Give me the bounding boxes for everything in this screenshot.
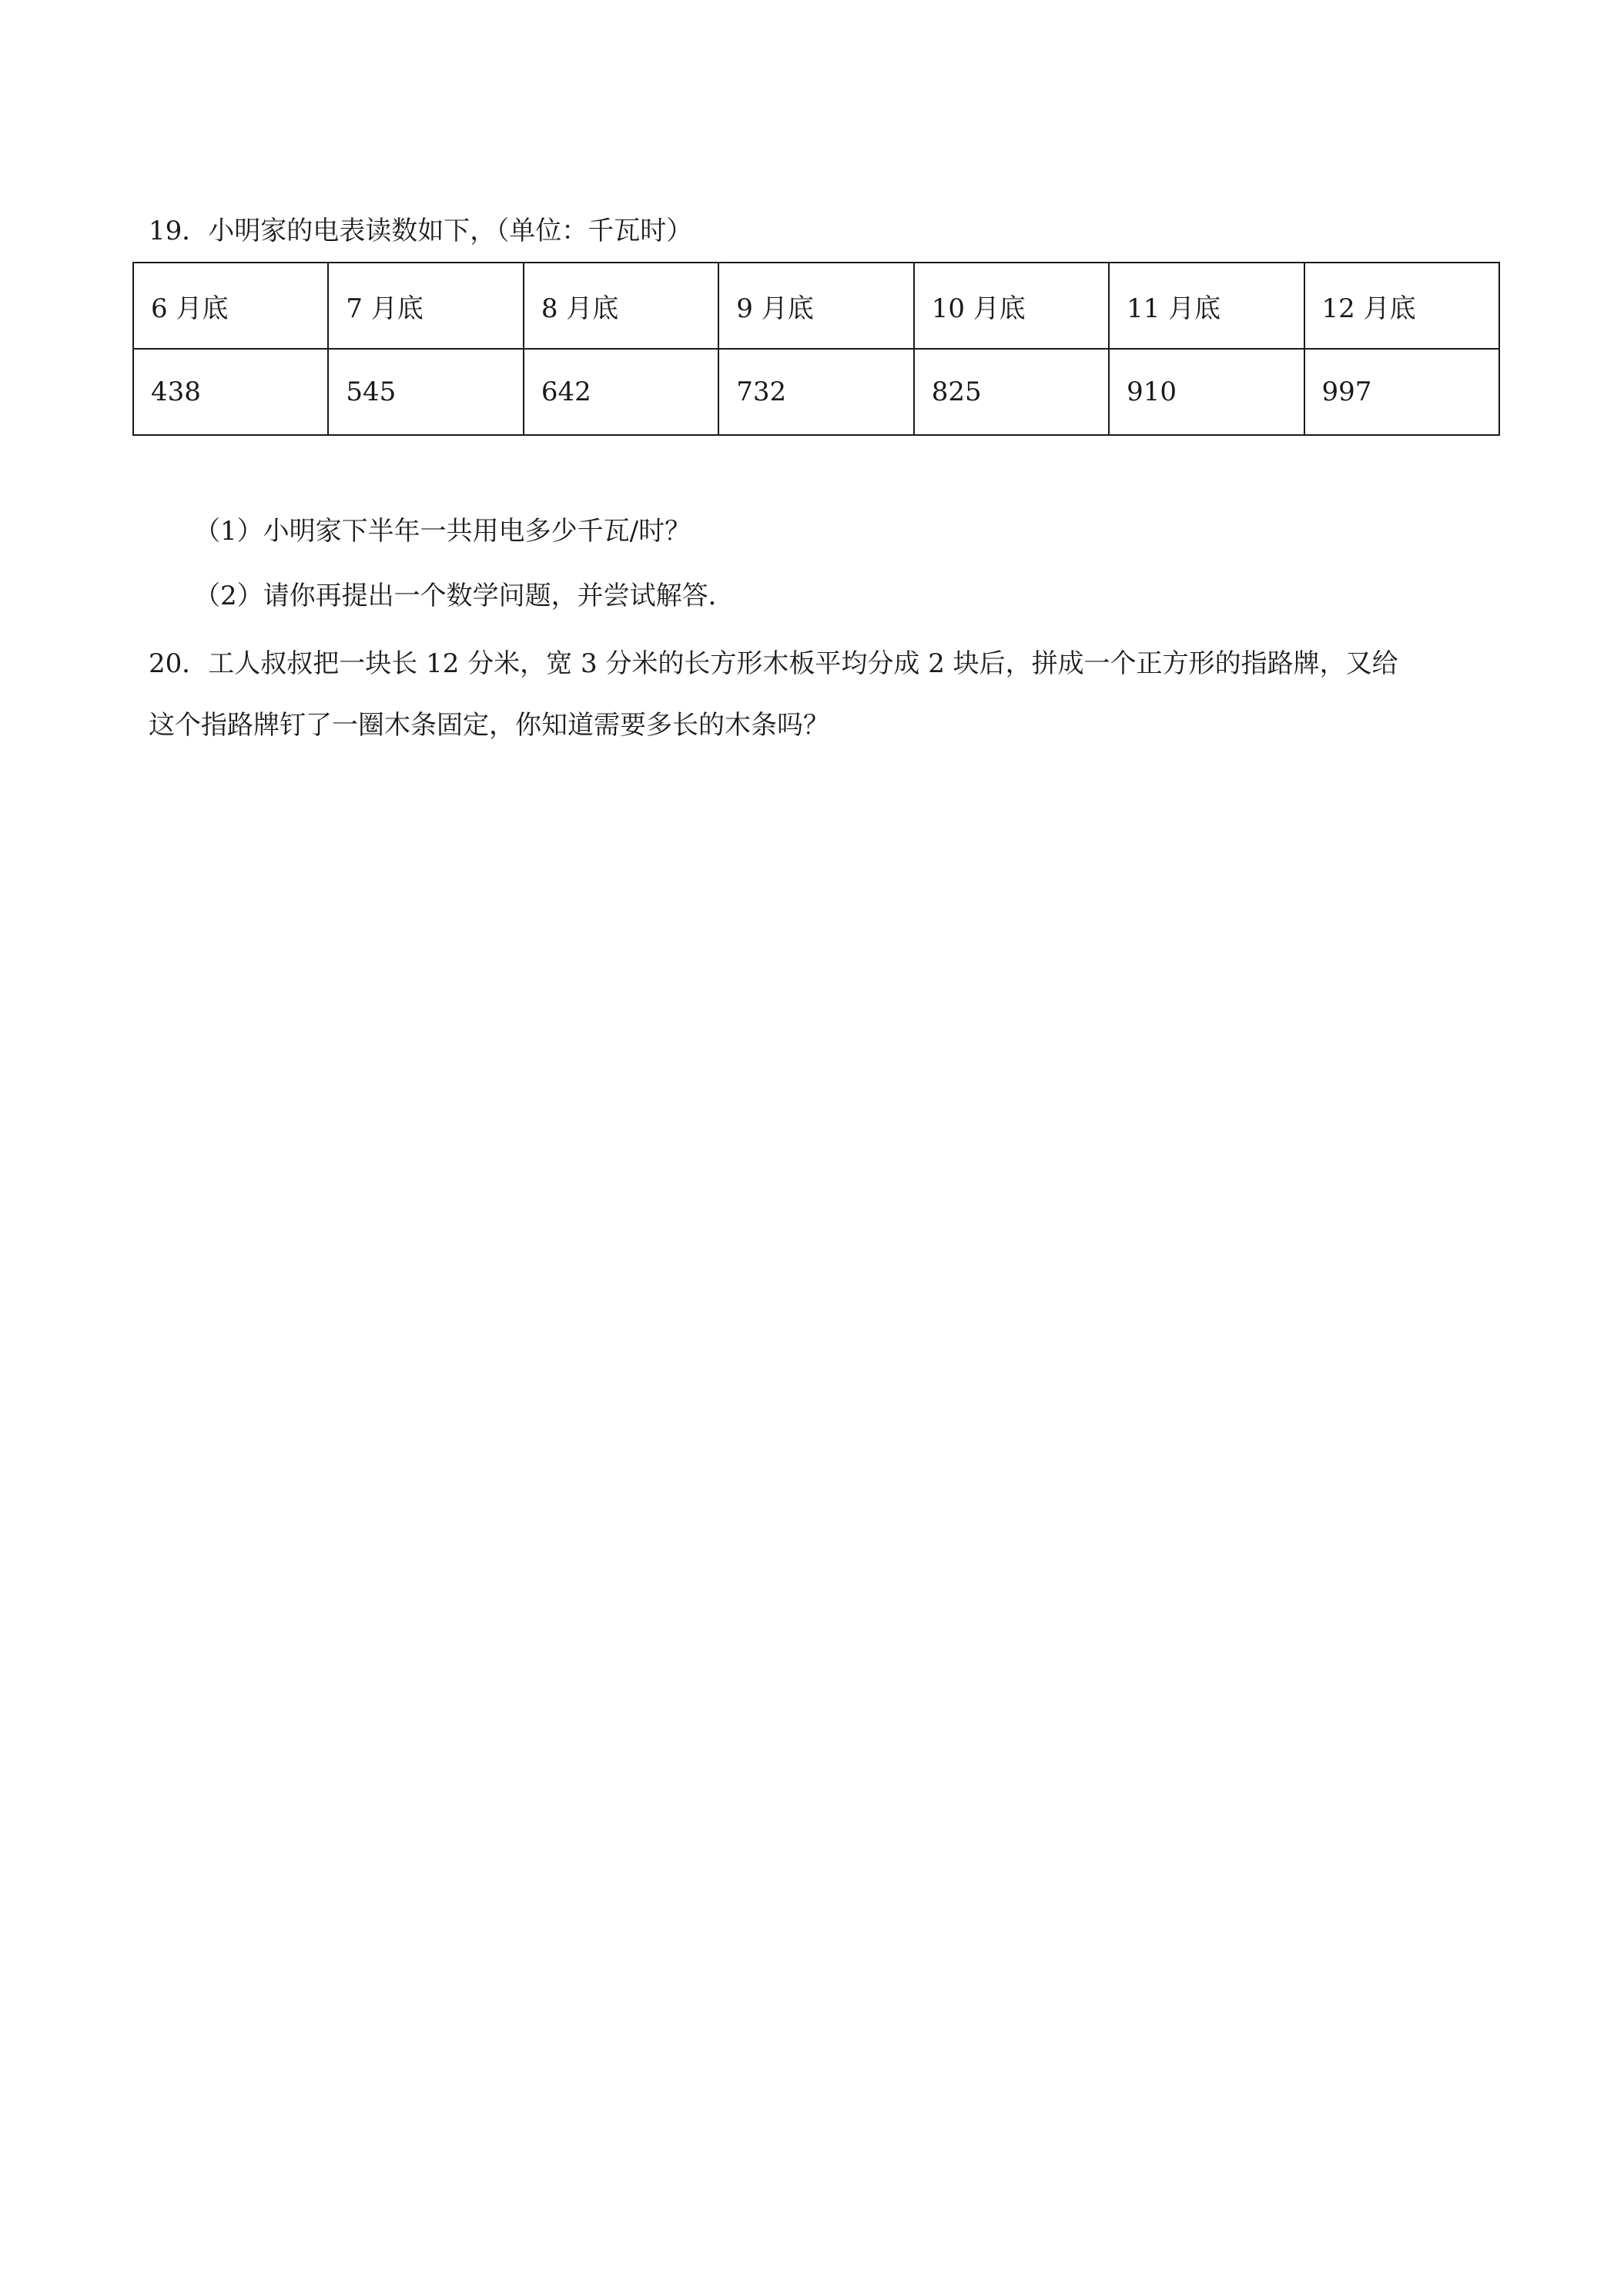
question-20-text-line-1: 20．工人叔叔把一块长 12 分米，宽 3 分米的长方形木板平均分成 2 块后，拼成一个正方形的指路牌，又给: [149, 648, 1398, 679]
table-cell-value: 825: [914, 349, 1109, 435]
table-cell-header: 9 月底: [718, 263, 913, 349]
table-value-row: [133, 349, 1499, 435]
question-19-title: 19．小明家的电表读数如下，（单位：千瓦时）: [149, 216, 693, 246]
table-cell-value: 545: [328, 349, 523, 435]
table-cell-header: 6 月底: [133, 263, 328, 349]
table-cell-value: 997: [1304, 349, 1499, 435]
table-cell-value: 438: [133, 349, 328, 435]
question-19-part-2: （2）请你再提出一个数学问题，并尝试解答．: [194, 581, 735, 611]
table-cell-header: 11 月底: [1109, 263, 1304, 349]
table-cell-value: 642: [524, 349, 718, 435]
table-cell-value: 910: [1109, 349, 1304, 435]
question-20-text-line-2: 这个指路牌钉了一圈木条固定，你知道需要多长的木条吗？: [149, 710, 829, 741]
table-cell-header: 7 月底: [328, 263, 523, 349]
electricity-readings-table: [132, 262, 1500, 436]
table-header-row: [133, 263, 1499, 349]
question-19-part-1: （1）小明家下半年一共用电多少千瓦/时？: [194, 516, 691, 547]
table-cell-header: 8 月底: [524, 263, 718, 349]
table-cell-value: 732: [718, 349, 913, 435]
table-cell-header: 12 月底: [1304, 263, 1499, 349]
table-cell-header: 10 月底: [914, 263, 1109, 349]
